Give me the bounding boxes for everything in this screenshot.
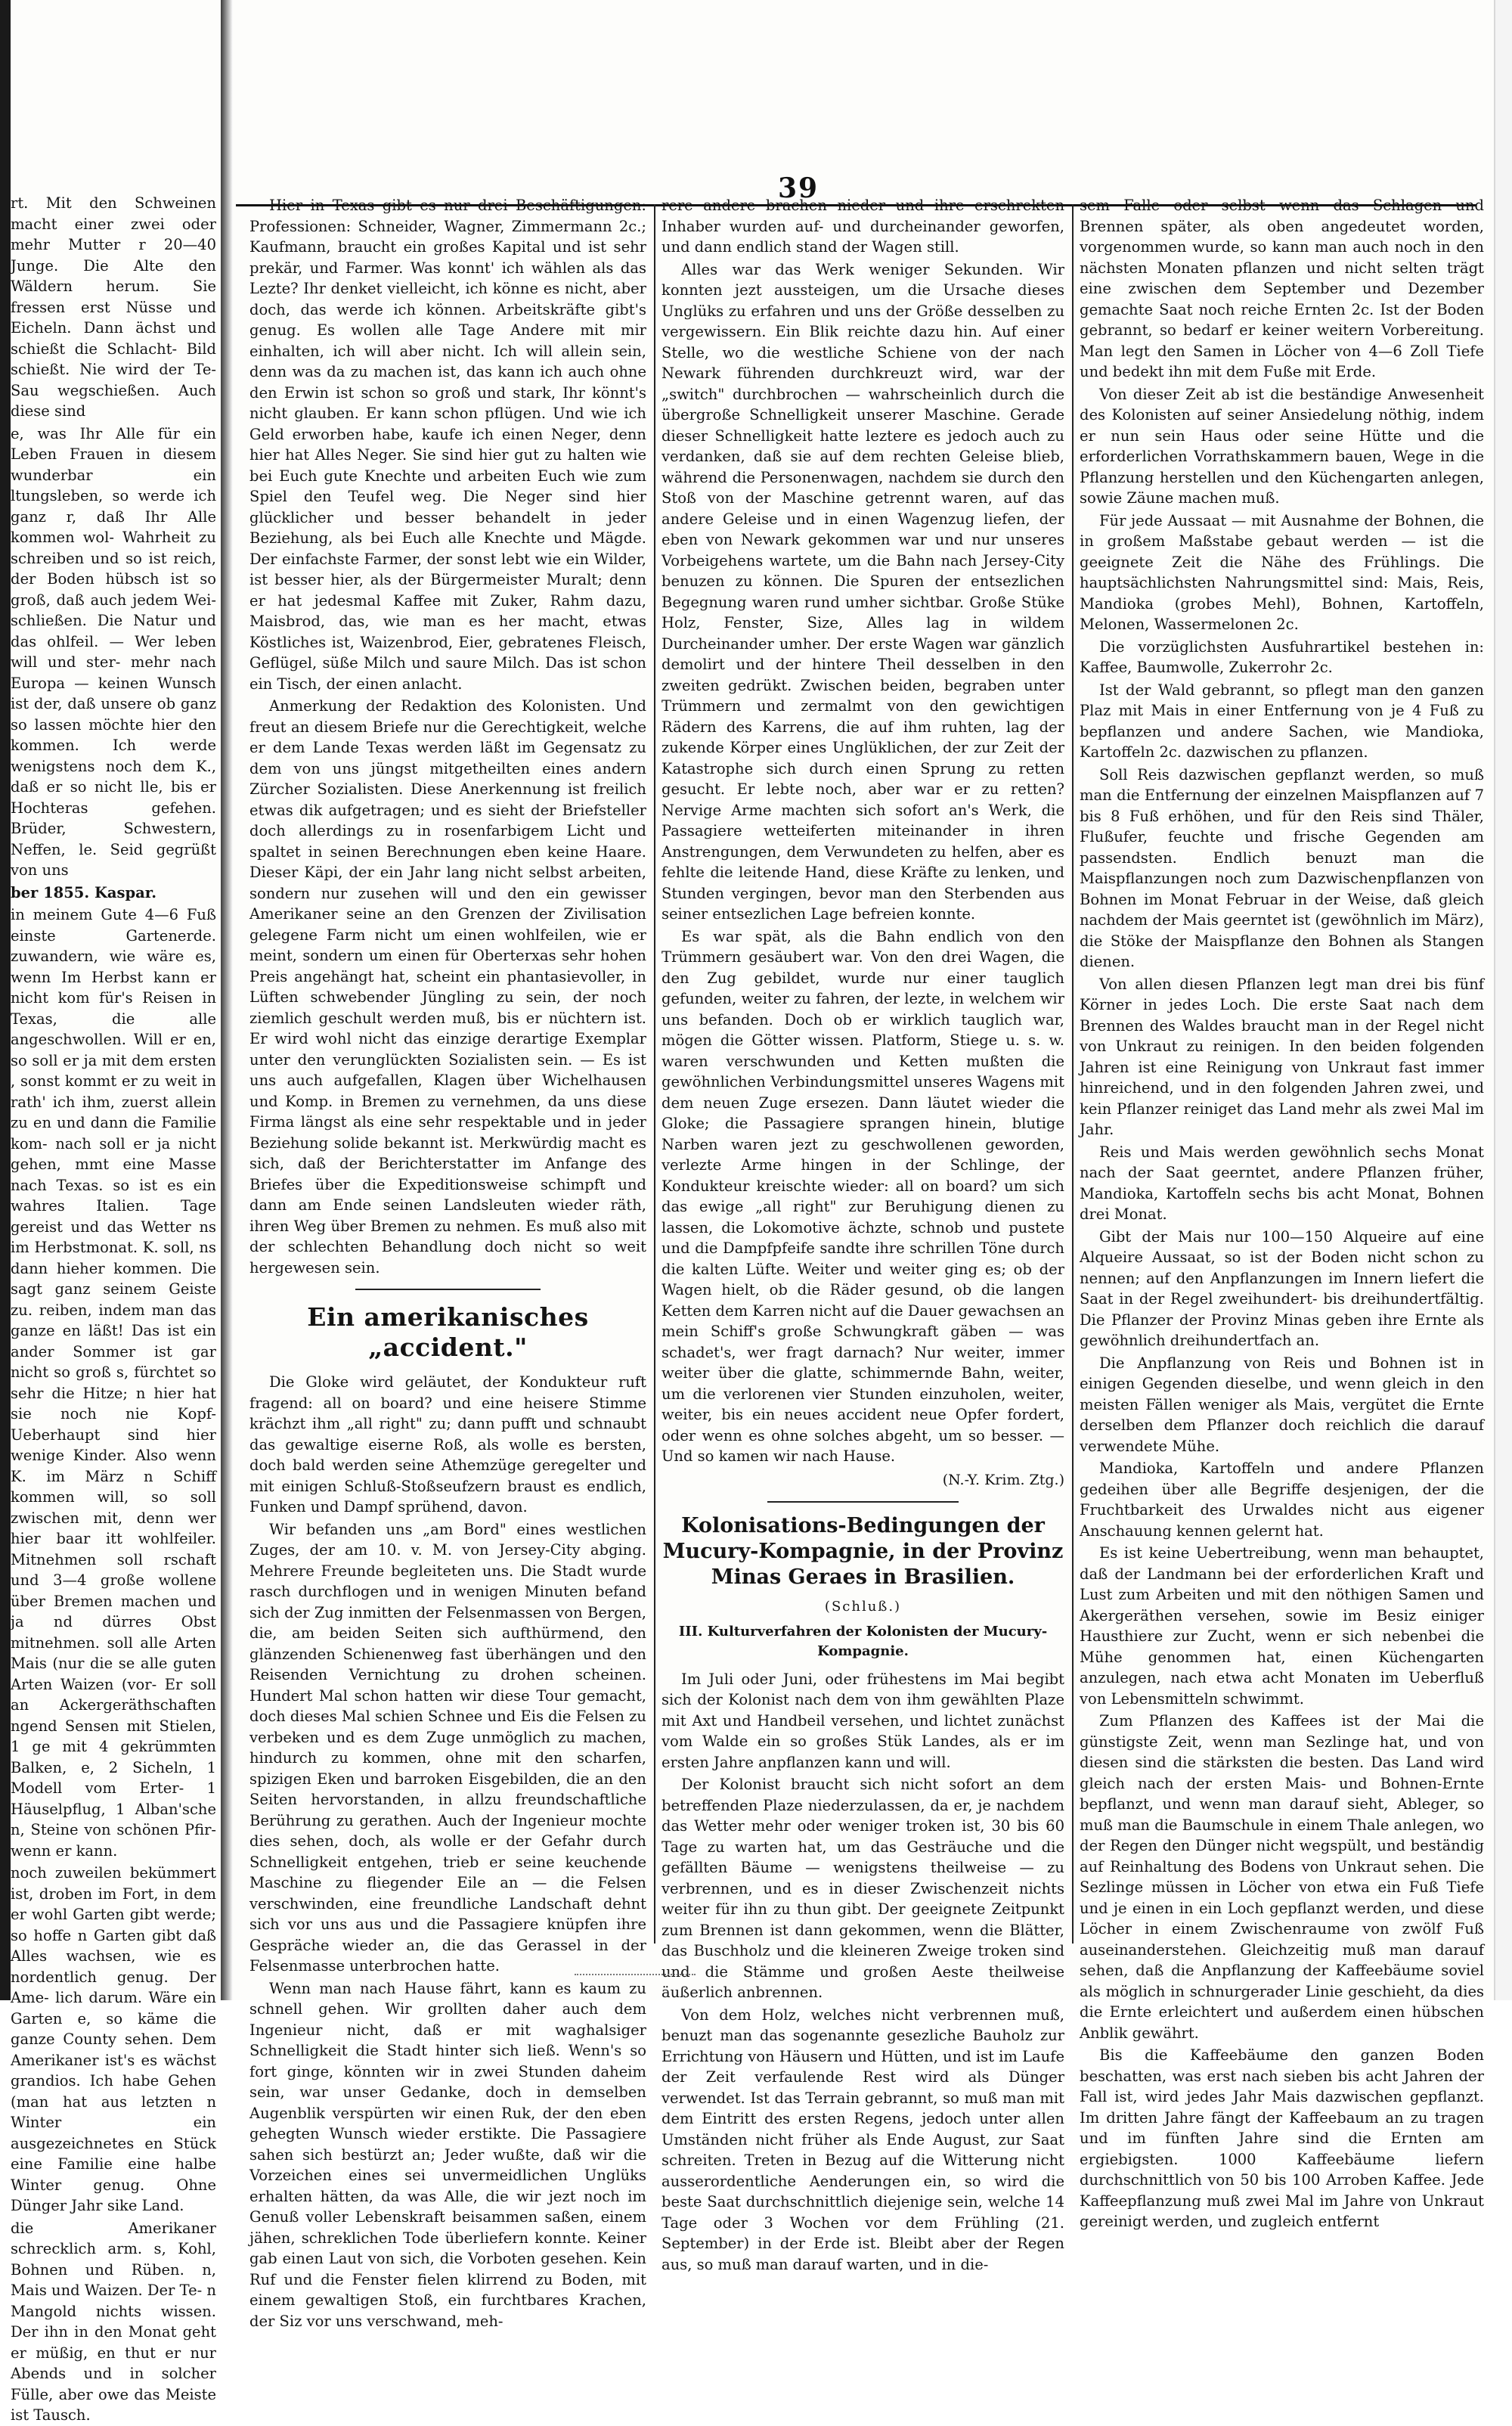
article-paragraph: Wenn man nach Hause fährt, kann es kaum zu schnell gehen. Wir grollten daher auch dem Ingenieur nicht, daß er mit waghalsiger Schnelligkeit die Stadt hinter sich ließ. Wenn's so fort ginge, könnten wir in zwei Stunden daheim sein, war unser Gedanke, doch in demselben Augenblik verspürten wir einen Ruk, der den eben gehegten Wunsch wieder erstikte. Die Passagiere sahen sich bestürzt an; Jeder wußte, daß wir die Vorzeichen eines sei unvermeidlichen Unglüks erhalten hätten, da was Alle, die wir jezt noch im Genuß voller Lebenskraft beisammen saßen, einem jähen, schreklichen Tode überliefern konnte. Keiner gab einen Laut von sich, die Vorboten gesehen. Kein Ruf und die Fenster fielen klirrend zu Boden, mit einem gewaltigen Stoß, ein furchtbares Krachen, der Siz vor uns verschwand, meh- <box>249 1979 646 2330</box>
article-source: (N.-Y. Krim. Ztg.) <box>942 1471 1064 1488</box>
page-gutter <box>221 0 233 2000</box>
continuation-note: (Schluß.) <box>824 1599 902 1615</box>
article-paragraph: Reis und Mais werden gewöhnlich sechs Monat nach der Saat geerntet, andere Pflanzen früher, Mandioka, Kartoffeln sechs bis acht Monat, Bohnen drei Monat. <box>1080 1143 1484 1223</box>
article-paragraph: Im Juli oder Juni, oder frühestens im Mai begibt sich der Kolonist nach dem von ihm gewählten Plaze mit Axt und Handbeil versehen, und lichtet zunächst vom Walde ein so großes Stük Landes, als er im ersten Jahre anpflanzen kann und will. <box>662 1670 1064 1771</box>
page-edge <box>1494 0 1512 2000</box>
article-paragraph: Die Anpflanzung von Reis und Bohnen ist in einigen Gegenden dieselbe, und wenn gleich in den meisten Fällen weniger als Mais, vergütet die Ernte derselben dem Pflanzer doch reichlich die darauf verwendete Mühe. <box>1080 1354 1484 1455</box>
section-rule <box>767 1501 959 1503</box>
fragment-paragraph: noch zuweilen bekümmert ist, droben im Fort, in dem er wohl Garten gibt werde; so hoffe n Garten gibt daß Alles wachsen, wie es nordentlich genug. Der Ame- lich darum. Wäre ein Garten e, so käme die ganze County sehen. Dem Amerikaner ist's es wächst grandios. Ich habe Gehen (man hat aus letzten n Winter ein ausgezeichnetes en Stück eine Familie eine halbe Winter genug. Ohne Dünger Jahr sike Land. <box>11 1864 216 2214</box>
column-rule <box>1072 204 1074 1944</box>
column-rule <box>654 204 655 1944</box>
left-page-fragment <box>11 193 216 2426</box>
fragment-paragraph: die Amerikaner schrecklich arm. s, Kohl, Bohnen und Rüben. n, Mais und Waizen. Der Te- n Mangold nichts wissen. Der ihn in den Monat geht er müßig, en thut er nur Abends und in solcher Fülle, aber owe das Meiste ist Tausch. <box>11 2219 216 2424</box>
article-paragraph: Es ist keine Uebertreibung, wenn man behauptet, daß der Landmann bei der erforderlichen Kraft und Lust zum Arbeiten und mit den nöthigen Samen und Akergeräthen versehen, sowie im Besiz einiger Hausthiere zur Zucht, wenn er sich nebenbei die Mühe genommen hat, einen Küchengarten anzulegen, nach etwa acht Monaten im Ueberfluß von Lebensmitteln schwimmt. <box>1080 1544 1484 1708</box>
section-subtitle: III. Kulturverfahren der Kolonisten der Mucury-Kompagnie. <box>678 1623 1048 1659</box>
column-3 <box>1080 195 1484 2230</box>
article-paragraph: sem Falle oder selbst wenn das Schlagen und Brennen später, als oben angedeutet worden, vorgenommen wurde, so kann man auch noch in den nächsten Monaten pflanzen und nicht selten trägt eine zwischen dem September und Dezember gemachte Saat noch reiche Ernten 2c. Ist der Boden gebrannt, so bedarf er keiner weitern Vorbereitung. Man legt den Samen in Löcher von 4—6 Zoll Tiefe und bedekt ihn mit dem Fuße mit Erde. <box>1080 197 1484 380</box>
article-title-accident: Ein amerikanisches „accident." <box>307 1302 589 1362</box>
article-paragraph: Von allen diesen Pflanzen legt man drei bis fünf Körner in jedes Loch. Die erste Saat nach dem Brennen des Waldes braucht man in der Regel nicht von Unkraut zu reinigen. In den beiden folgenden Jahren ist eine Reinigung von Unkraut fast immer hinreichend, und in den folgenden Jahren zwei, und kein Pflanzer reiniget das Land mehr als zwei Mal im Jahr. <box>1080 975 1484 1138</box>
article-title-colonization: Kolonisations-Bedingungen der Mucury-Kompagnie, in der Provinz Minas Geraes in Brasilien. <box>662 1514 1064 1589</box>
article-paragraph: Für jede Aussaat — mit Ausnahme der Bohnen, die in großem Maßstabe gebaut werden — ist die geeignete Zeit die Nähe des Frühlings. Die hauptsächlichsten Nahrungsmittel sind: Mais, Reis, Mandioka (grobes Mehl), Bohnen, Kartoffeln, Melonen, Wassermelonen 2c. <box>1080 511 1484 633</box>
editor-note: Anmerkung der Redaktion des Kolonisten. Und freut an diesem Briefe nur die Gerechtigkeit, welche er dem Lande Texas werden läßt im Gegensatz zu dem von uns jüngst mitgetheilten eines andern Zürcher Sozialisten. Diese Anerkennung ist freilich etwas dik aufgetragen; und es sieht der Briefsteller doch allerdings zu in rosenfarbigem Licht und spaltet in seinen Berechnungen eben keine Haare. Dieser Käpi, der ein Jahr lang nicht selbst arbeiten, sondern nur zusehen will und den ein gewisser Amerikaner seine an den Grenzen der Zivilisation gelegene Farm nicht um einen wohlfeilen, wie er meint, sondern um einen für Oberterxas sehr hohen Preis angehängt hat, scheint ein phantasievoller, in Lüften schwebender Jüngling zu sein, der noch ziemlich geschult werden muß, bis er nüchtern ist. Er wird wohl nicht das einzige derartige Exemplar unter den verunglückten Sozialisten sein. — Es ist uns auch aufgefallen, Klagen über Wichelhausen und Komp. in Bremen zu vernehmen, da uns diese Firma längst als eine sehr respektable und in jeder Beziehung solide bekannt ist. Merkwürdig macht es sich, daß der Berichterstatter im Anfange des Briefes über die Expeditionsweise schimpft und dann am Ende seinen Landsleuten wieder räth, ihren Weg über Bremen zu nehmen. Es muß also mit der schlechten Behandlung doch nicht so weit hergewesen sein. <box>249 697 646 1277</box>
article-paragraph: Mandioka, Kartoffeln und andere Pflanzen gedeihen über alle Begriffe desjenigen, der die Fruchtbarkeit des Urwaldes nicht aus eigener Anschauung kennen gelernt hat. <box>1080 1460 1484 1540</box>
article-paragraph: Soll Reis dazwischen gepflanzt werden, so muß man die Entfernung der einzelnen Maispflanzen auf 7 bis 8 Fuß erhöhen, und für den Reis sind Thäler, Flußufer, feuchte und frische Gegenden am passendsten. Endlich benuzt man die Maispflanzungen noch zum Dazwischenpflanzen von Bohnen im Monat Februar in der Weise, daß gleich nachdem der Mais geerntet ist (gewöhnlich im März), die Stöke der Maispflanze den Bohnen als Stangen dienen. <box>1080 765 1484 970</box>
bottom-print-marks <box>575 1966 696 1975</box>
article-paragraph: Von dieser Zeit ab ist die beständige Anwesenheit des Kolonisten auf seiner Ansiedelung nöthig, indem er nun sein Haus oder seine Hütte und die erforderlichen Vorrathskammern bauen, Wege in die Pflanzung herstellen und den Küchengarten anlegen, sowie Zäune machen muß. <box>1080 385 1484 507</box>
fragment-paragraph: rt. Mit den Schweinen macht einer zwei oder mehr Mutter r 20—40 Junge. Die Alte den Wäldern herum. Sie fressen erst Nüsse und Eicheln. Dann ächst und schießt die Schlacht- Bild schießt. Nie wird der Te- Sau wegschießen. Auch diese sind <box>11 194 216 420</box>
letter-paragraph: Hier in Texas gibt es nur drei Beschäftigungen: Professionen: Schneider, Wagner, Zimmermann 2c.; Kaufmann, braucht ein großes Kapital und ist sehr prekär, und Farmer. Was konnt' ich wählen als das Lezte? Ihr denket vielleicht, ich könne es nicht, aber doch, das werde ich können. Arbeitskräfte gibt's genug. Es wollen alle Tage Andere mit mir einhalten, ich will aber nicht. Ich will allein sein, denn was da zu machen ist, das kann ich auch ohne den Erwin ist schon so groß und stark, Ihr könnt's nicht glauben. Er kann schon pflügen. Und wie ich Geld erworben habe, kaufe ich einen Neger, denn hier hat Alles Neger. Sie sind hier gut zu halten wie bei Euch gute Knechte und arbeiten Euch wie zum Spiel den Teufel weg. Die Neger sind hier glücklicher und besser behandelt in jeder Beziehung, als bei Euch alle Knechte und Mägde. Der einfachste Farmer, der sonst lebt wie ein Wilder, ist besser hier, als der Bürgermeister Muralt; denn er hat jedesmal Kaffee mit Zuker, Rahm dazu, Maisbrod, das, wie man es her macht, etwas Köstliches ist, Waizenbrod, Eier, gebratenes Fleisch, Geflügel, süße Milch und saure Milch. Das ist schon ein Tisch, der einen anlacht. <box>249 197 646 693</box>
article-paragraph: Alles war das Werk weniger Sekunden. Wir konnten jezt aussteigen, um die Ursache dieses Unglüks zu erfahren und uns der Größe desselben zu vergewissern. Ein Blik reichte dazu hin. Auf einer Stelle, wo die westliche Schiene von der nach Newark führenden durchkreuzt wird, war der „switch" durchbrochen — wahrscheinlich durch die übergroße Schnelligkeit unserer Maschine. Gerade dieser Schnelligkeit hatte leztere es jedoch auch zu verdanken, daß sie auf dem rechten Geleise blieb, während die Personenwagen, nachdem sie durch den Stoß von der Maschine getrennt waren, auf das andere Geleise und in einen Wagenzug liefen, der eben von Newark gekommen war und nur unseres Vorbeigehens wartete, um die Bahn nach Jersey-City benuzen zu können. Die Spuren der entsezlichen Begegnung waren rund umher sichtbar. Große Stüke Holz, Fenster, Size, Alles lag in wildem Durcheinander umher. Der erste Wagen war gänzlich demolirt und der hintere Theil desselben in den zweiten gedrükt. Zwischen beiden, begraben unter Trümmern und zermalmt von den gewichtigen Rädern des Karrens, die auf ihm ruhten, lag der zukende Körper eines Unglüklichen, der zur Zeit der Katastrophe sich durch einen Sprung zu retten gesucht. Er lebte noch, aber war er zu retten? Nervige Arme machten sich sofort an's Werk, die Passagiere wetteiferten miteinander in ihren Anstrengungen, dem Verwundeten zu helfen, aber es fehlte die leitende Hand, diese Kräfte zu lenken, und Stunden vergingen, bevor man den Sterbenden aus seiner entsezlichen Lage befreien konnte. <box>662 260 1064 923</box>
column-2 <box>662 195 1064 2273</box>
fragment-paragraph: e, was Ihr Alle für ein Leben Frauen in diesem wunderbar ein ltungsleben, so werde ich ganz r, daß Ihr Alle kommen wol- Wahrheit zu schreiben und so ist reich, der Boden hübsch ist so groß, daß auch jedem Wei- schließen. Die Natur und das ohlfeil. — Wer leben will und ster- mehr nach Europa — keinen Wunsch ist der, daß unsere ob ganz so lassen möchte hier den kommen. Ich werde wenigstens noch dem K., daß er so nicht lle, bis er Hochteras gefehen. Brüder, Schwestern, Neffen, le. Seid gegrüßt von uns <box>11 424 216 879</box>
page-number: 39 <box>777 172 820 204</box>
binding-shadow <box>0 0 11 2000</box>
article-paragraph: Zum Pflanzen des Kaffees ist der Mai die günstigste Zeit, wenn man Sezlinge hat, und von diesen sind die stärksten die besten. Das Land wird gleich nach der ersten Mais- und Bohnen-Ernte bepflanzt, und wenn man darauf sieht, Ableger, so muß man die Baumschule in einem Thale anlegen, wo der Regen den Dünger nicht wegspült, und beständig auf Reinhaltung des Bodens von Unkraut sehen. Die Sezlinge müssen in Löcher von etwa ein Fuß Tiefe und je einen in ein Loch gepflanzt werden, und diese Löcher in einem Zwischenraume von zwölf Fuß auseinanderstehen. Gleichzeitig muß man darauf sehen, daß die Anpflanzung der Kaffeebäume soviel als möglich in schnurgerader Linie geschieht, da dies die Ernte erleichtert und außerdem einen hübschen Anblik gewährt. <box>1080 1712 1484 2042</box>
article-paragraph: Gibt der Mais nur 100—150 Alqueire auf eine Alqueire Aussaat, so ist der Boden nicht schon zu nennen; auf den Anpflanzungen im Innern liefert die Saat in der Regel zweihundert- bis dreihundertfältig. Die Pflanzer der Provinz Minas geben ihre Ernte als gewöhnlich dreihundertfach an. <box>1080 1227 1484 1349</box>
fragment-paragraph: in meinem Gute 4—6 Fuß einste Gartenerde. zuwandern, wie wäre es, wenn Im Herbst kann er nicht kom für's Reisen in Texas, die alle angeschwollen. Will er en, so soll er ja mit dem ersten , sonst kommt er zu weit in rath' ich ihm, zuerst allein zu en und dann die Familie kom- nach soll er ja nicht gehen, mmt eine Masse nach Texas. so ist es ein wahres Italien. Tage gereist und das Wetter ns im Herbstmonat. K. soll, ns dann hieher kommen. Die sagt ganz seinem Geiste zu. reiben, indem man das ganze en läßt! Das ist ein ander Sommer ist gar nicht so groß s, fürchtet so sehr die Hitze; n hier hat sie noch nie Kopf- Ueberhaupt sind hier wenige Kinder. Also wenn K. im März n Schiff kommen will, so soll zwischen mit, denn wer hier baar itt wohlfeiler. Mitnehmen soll rschaft und 3—4 große wollene über Bremen machen und ja nd dürres Obst mitnehmen. soll alle Arten Mais (nur die se alle guten Arten Waizen (vor- Er soll an Ackergeräthschaften ngend Sensen mit Stielen, 1 ge mit 4 gekrümmten Balken, e, 2 Sicheln, 1 Modell vom Erter- 1 Häuselpflug, 1 Alban'sche n, Steine von schönen Pfir- wenn er kann. <box>11 906 216 1860</box>
fragment-signature: ber 1855. Kaspar. <box>11 883 157 901</box>
article-paragraph: Die vorzüglichsten Ausfuhrartikel bestehen in: Kaffee, Baumwolle, Zukerrohr 2c. <box>1080 638 1484 676</box>
article-paragraph: Von dem Holz, welches nicht verbrennen muß, benuzt man das sogenannte gesezliche Bauholz zur Errichtung von Häusern und Hütten, und ist im Laufe der Zeit verfaulende Rest wird als Dünger verwendet. Ist das Terrain gebrannt, so muß man mit dem Eintritt des ersten Regens, jedoch unter allen Umständen nicht früher als Ende August, zur Saat schreiten. Treten in Bezug auf die Witterung nicht ausserordentliche Aenderungen ein, so wird die beste Saat durchschnittlich diejenige sein, welche 14 Tage oder 3 Wochen vor dem Frühling (21. September) in der Erde ist. Bleibt aber der Regen aus, so muß man darauf warten, und in die- <box>662 2006 1064 2273</box>
article-paragraph: rere andere brachen nieder und ihre erschrekten Inhaber wurden auf- und durcheinander geworfen, und dann endlich stand der Wagen still. <box>662 197 1064 256</box>
article-paragraph: Der Kolonist braucht sich nicht sofort an dem betreffenden Plaze niederzulassen, da er, je nachdem das Wetter mehr oder weniger troken ist, 30 bis 60 Tage zu warten hat, um das Gesträuche und die gefällten Bäume — wenigstens theilweise — zu verbrennen, und es in dieser Zwischenzeit nichts weiter für ihn zu thun gibt. Der geeignete Zeitpunkt zum Brennen ist dann gekommen, wenn die Blätter, das Buschholz und die kleineren Zweige troken sind und die Stämme und großen Aeste theilweise äußerlich anbrennen. <box>662 1776 1064 2001</box>
article-paragraph: Ist der Wald gebrannt, so pflegt man den ganzen Plaz mit Mais in einer Entfernung von je 4 Fuß zu bepflanzen und andere Sachen, wie Mandioka, Kartoffeln 2c. dazwischen zu pflanzen. <box>1080 681 1484 761</box>
article-paragraph: Die Gloke wird geläutet, der Kondukteur ruft fragend: all on board? und eine heisere Stimme krächzt ihm „all right" zu; dann pufft und schnaubt das gewaltige eiserne Roß, als wolle es bersten, doch bald werden seine Athemzüge geregelter und mit einigen Schluß-Stoßseufzern braust es endlich, Funken und Dampf sprühend, davon. <box>249 1373 646 1515</box>
column-1 <box>249 195 646 2330</box>
article-paragraph: Bis die Kaffeebäume den ganzen Boden beschatten, was erst nach sieben bis acht Jahren der Fall ist, wird jedes Jahr Mais dazwischen gepflanzt. Im dritten Jahre fängt der Kaffeebaum an zu tragen und im fünften Jahre sind die Ernten am ergiebigsten. 1000 Kaffeebäume liefern durchschnittlich von 50 bis 100 Arroben Kaffee. Jede Kaffeepflanzung muß zwei Mal im Jahre von Unkraut gereinigt werden, und zugleich entfernt <box>1080 2046 1484 2230</box>
section-rule <box>355 1289 541 1290</box>
article-paragraph: Wir befanden uns „am Bord" eines westlichen Zuges, der am 10. v. M. von Jersey-City abging. Mehrere Freunde begleiteten uns. Die Stadt wurde rasch durchflogen und in wenigen Minuten befand sich der Zug inmitten der Felsenmassen von Bergen, die, am beiden Seiten sich aufthürmend, den glänzenden Schienenweg fast überhängen und den Reisenden Vernichtung zu drohen scheinen. Hundert Mal schon hatten wir diese Tour gemacht, doch dieses Mal schien Schnee und Eis die Felsen zu verbeken und es dem Zuge unmöglich zu machen, hindurch zu kommen, ohne mit den scharfen, spizigen Eken und barroken Eisgebilden, die an den Seiten hervorstanden, in allzu freundschaftliche Berührung zu gerathen. Auch der Ingenieur mochte dies sehen, doch, als wolle er der Gefahr durch Schnelligkeit entgehen, trieb er seine keuchende Maschine zu fliegender Eile an — die Felsen verschwinden, eine freundliche Landschaft dehnt sich vor uns aus und die Passagiere knüpfen ihre Gespräche wieder an, die das Gerassel in der Felsenmasse unterbrochen hatte. <box>249 1520 646 1975</box>
article-paragraph: Es war spät, als die Bahn endlich von den Trümmern gesäubert war. Von den drei Wagen, die den Zug gebildet, wurde nur einer tauglich gefunden, weiter zu fahren, der lezte, in welchem wir uns befanden. Doch ob er wirklich tauglich war, mögen die Götter wissen. Platform, Stiege u. s. w. waren verschwunden und Ketten mußten die gewöhnlichen Verbindungsmittel unseres Wagens mit dem neuen Zuge ersezen. Dann läutet wieder die Gloke; die Passagiere sprangen hinein, blutige Narben waren jezt zu geschwollenen geworden, verlezte Arme hingen in der Schlinge, der Kondukteur kreischte wieder: all on board? um sich das ewige „all right" zur Beruhigung dienen zu lassen, die Lokomotive ächzte, schnob und pustete und die Dampfpfeife sandte ihre schrillen Töne durch die kalten Lüfte. Weiter und weiter ging es; ob der Wagen hielt, ob die Räder gesund, ob die langen Ketten dem Karren nicht auf die Dauer gewachsen an mein Schiff's große Schwungkraft gäben — was schadet's, wer fragt darnach? Nur weiter, immer weiter über die glatte, schimmernde Bahn, weiter, um die verlorenen vier Stunden einzuholen, weiter, weiter, bis ein neues accident neue Opfer fordert, oder wenn es ohne solches abgeht, um so besser. — Und so kamen wir nach Hause. <box>662 927 1064 1465</box>
